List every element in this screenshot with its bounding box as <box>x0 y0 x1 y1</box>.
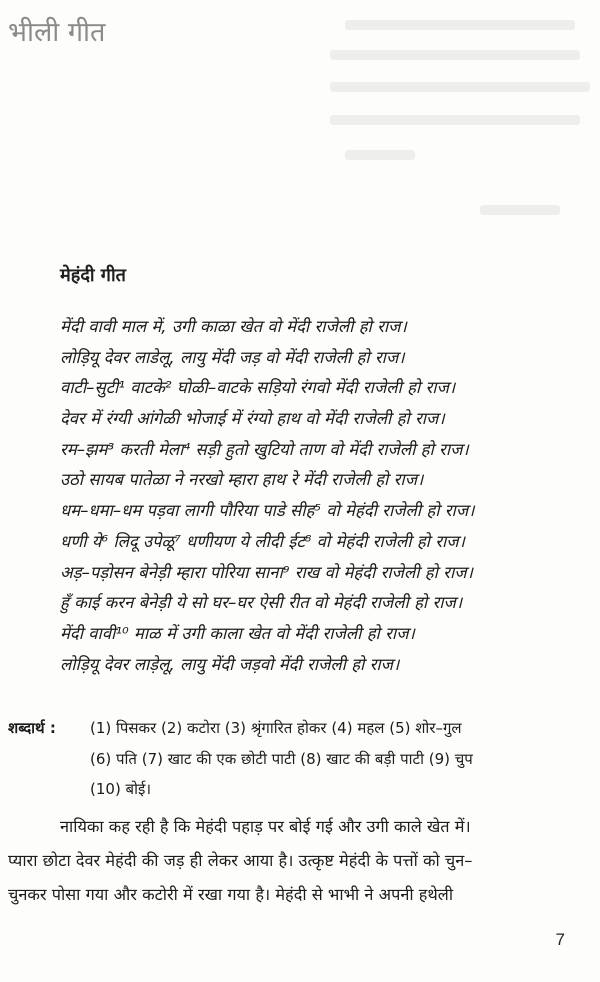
verse-line: लोड़ियू देवर लाडेलू, लायु मेंदी जड़ वो मेंदी राजेली हो राज। <box>60 347 405 367</box>
glossary-line: (6) पति (7) खाट की एक छोटी पाटी (8) खाट की बड़ी पाटी (9) चुप <box>90 749 473 768</box>
paragraph-line: चुनकर पोसा गया और कटोरी में रखा गया है। मेहंदी से भाभी ने अपनी हथेली <box>8 885 454 904</box>
commentary-paragraph <box>8 810 583 912</box>
glossary-label: शब्दार्थ : <box>8 719 56 737</box>
glossary-line: (1) पिसकर (2) कटोरा (3) श्रृंगारित होकर (4) महल (5) शोर–गुल <box>90 719 462 737</box>
verse-line: रम–झम³ करती मेला⁴ सड़ी हुतो खुटियो ताण वो मेंदी राजेली हो राज। <box>60 439 469 459</box>
verse-line: धणी ये⁶ लिदू उपेळू⁷ धणीयण ये लीदी ईट⁸ वो मेहंदी राजेली हो राज। <box>60 531 465 551</box>
paragraph-line: नायिका कह रही है कि मेहंदी पहाड़ पर बोई गई और उगी काले खेत में। <box>60 817 471 836</box>
verse-line: मेंदी वावी माल में, उगी काळा खेत वो मेंदी राजेली हो राज। <box>60 317 407 336</box>
verse-line: लोड़ियू देवर लाड़ेलू, लायु मेंदी जड़वो मेंदी राजेली हो राज। <box>60 654 400 674</box>
verse-line: उठो सायब पातेळा ने नरखो म्हारा हाथ रे मेंदी राजेली हो राज। <box>60 470 424 490</box>
running-head: भीली गीत <box>8 17 106 48</box>
section-title: मेहंदी गीत <box>60 265 126 286</box>
verse-block <box>60 312 580 680</box>
verse-line: देवर में रंग्यी आंगेळी भोजाई में रंग्यो हाथ वो मेंदी राजेली हो राज। <box>60 409 445 429</box>
glossary-entries <box>90 713 580 805</box>
paragraph-line: प्यारा छोटा देवर मेहंदी की जड़ ही लेकर आया है। उत्कृष्ट मेहंदी के पत्तों को चुन– <box>8 851 473 870</box>
verse-line: हुँ काई करन बेनेड़ी ये सो घर–घर ऐसी रीत वो मेहंदी राजेली हो राज। <box>60 593 463 613</box>
verse-line: वाटी–सुटी¹ वाटके² घोळी–वाटके सड़ियो रंगवो मेंदी राजेली हो राज। <box>60 378 456 398</box>
verse-line: धम–धमा–धम पड़वा लागी पौरिया पाडे सीह⁵ वो मेहंदी राजेली हो राज। <box>60 501 475 521</box>
glossary-line: (10) बोई। <box>90 780 152 798</box>
verse-line: अड़–पड़ोसन बेनेड़ी म्हारा पोरिया साना⁹ राख वो मेहंदी राजेली हो राज। <box>60 562 473 582</box>
verse-line: मेंदी वावी¹⁰ माळ में उगी काला खेत वो मेंदी राजेली हो राज। <box>60 623 415 643</box>
page-number: 7 <box>555 930 565 949</box>
